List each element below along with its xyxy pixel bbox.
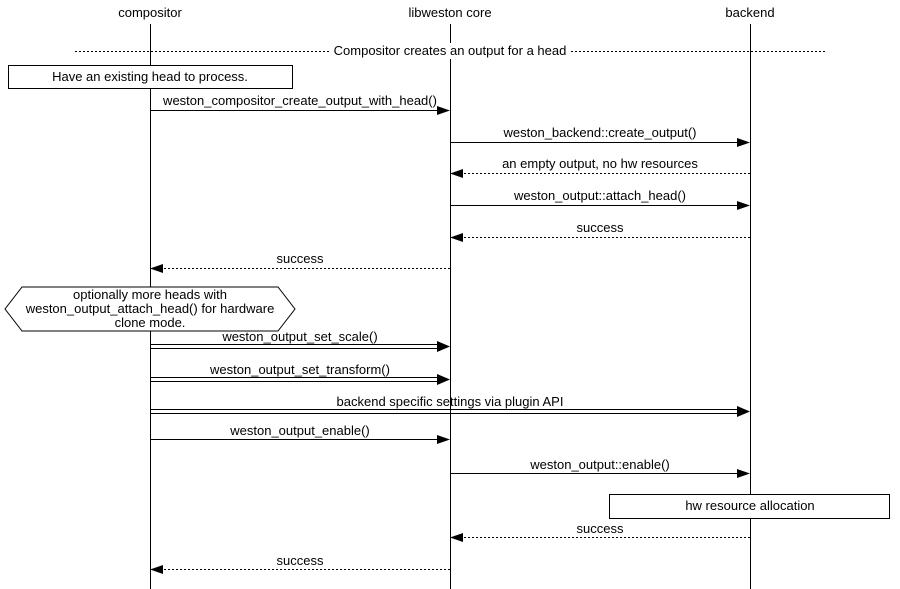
note-label-hw-resource: hw resource allocation	[685, 498, 815, 513]
actor-label-backend: backend	[725, 5, 775, 20]
arrowhead	[737, 201, 750, 210]
actor-label-compositor: compositor	[118, 5, 182, 20]
message-label-success-4: success	[276, 553, 324, 568]
condition-label-line2: weston_output_attach_head() for hardware	[25, 301, 275, 316]
arrowhead	[450, 533, 463, 542]
arrowhead	[737, 469, 750, 478]
arrowhead	[737, 138, 750, 147]
message-label-success-3: success	[576, 521, 624, 536]
note-label-existing-head: Have an existing head to process.	[52, 69, 248, 84]
message-label-attach-head: weston_output::attach_head()	[513, 188, 687, 203]
message-label-plugin-api: backend specific settings via plugin API	[336, 394, 564, 409]
message-label-success-2: success	[276, 251, 324, 266]
message-label-success-1: success	[576, 220, 624, 235]
message-label-set-transform: weston_output_set_transform()	[210, 362, 390, 377]
message-label-backend-enable: weston_output::enable()	[530, 457, 670, 472]
arrowhead	[437, 435, 450, 444]
message-label-output-enable: weston_output_enable()	[230, 423, 370, 438]
divider-label: Compositor creates an output for a head	[331, 43, 570, 59]
arrowhead	[150, 264, 163, 273]
arrowhead	[450, 169, 463, 178]
message-label-backend-create-output: weston_backend::create_output()	[503, 125, 697, 140]
condition-label-line1: optionally more heads with	[73, 287, 227, 302]
arrowhead	[437, 374, 450, 385]
message-label-set-scale: weston_output_set_scale()	[222, 329, 378, 344]
condition-label-line3: clone mode.	[114, 315, 186, 330]
actor-label-libweston-core: libweston core	[408, 5, 492, 20]
arrowhead	[437, 106, 450, 115]
message-label-create-output-with-head: weston_compositor_create_output_with_head()	[163, 93, 437, 108]
arrowhead	[150, 565, 163, 574]
arrowhead	[450, 233, 463, 242]
message-label-empty-output: an empty output, no hw resources	[502, 156, 698, 171]
arrowhead	[437, 341, 450, 352]
arrowhead	[737, 406, 750, 417]
